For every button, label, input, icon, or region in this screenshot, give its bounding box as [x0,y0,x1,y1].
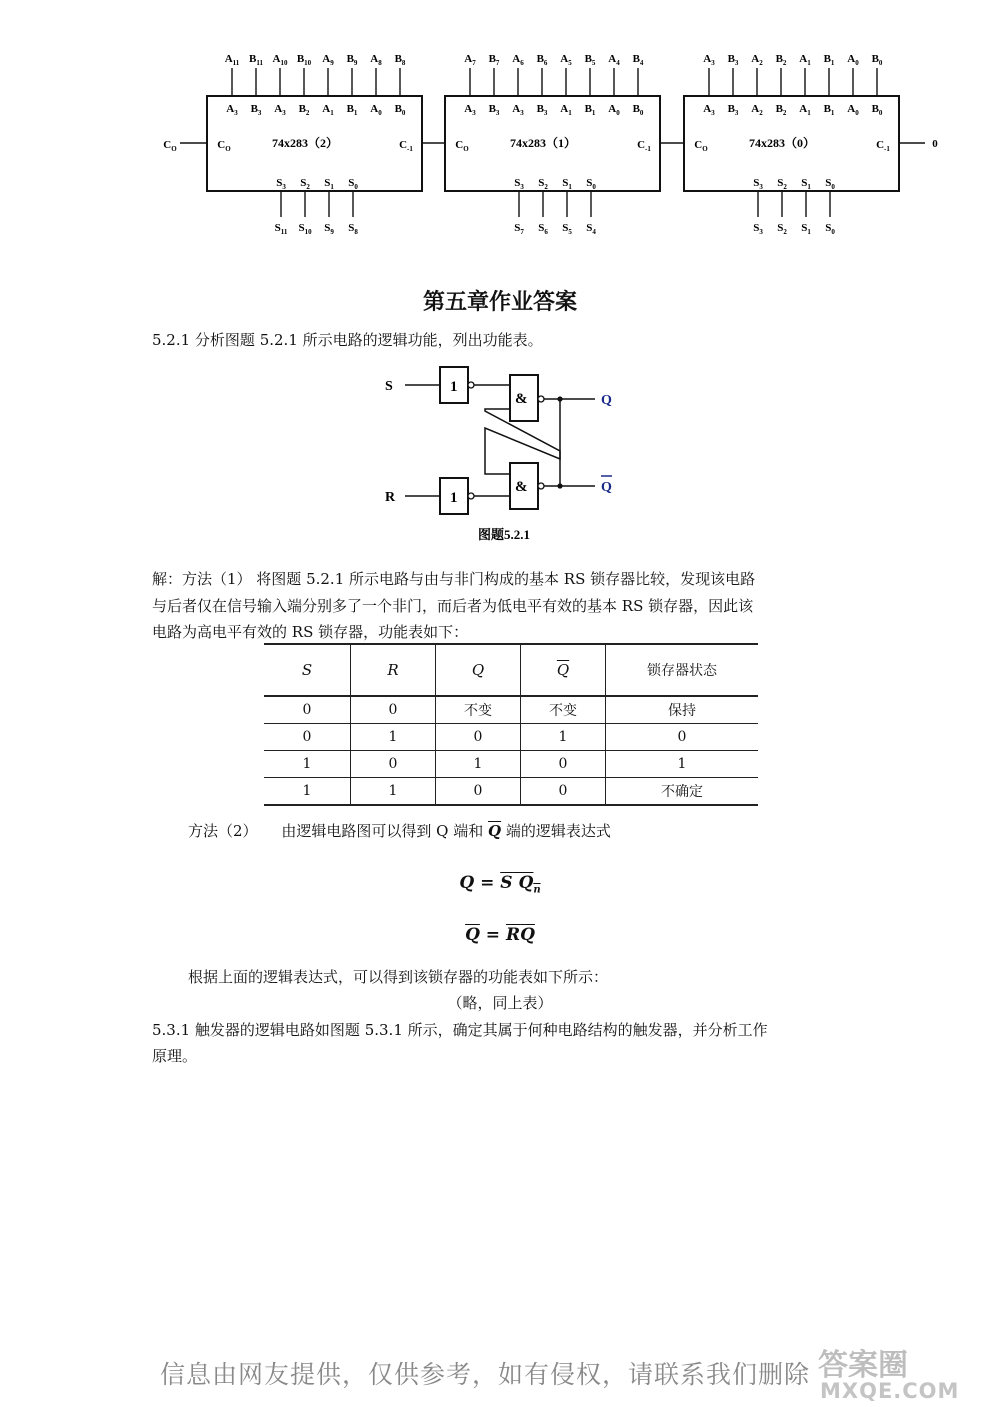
adder-chip-name: 74x283（1） [509,136,577,150]
eq1-qn: Q [518,873,534,893]
adder-pin-label: $B_3$ [488,103,500,117]
table-cell: 0 [521,751,606,778]
adder-sum-output-label: $S_4$ [586,222,596,236]
table-row [264,696,758,724]
method-2-prefix: 方法（2） [188,822,258,840]
adder-chip-name: 74x283（2） [271,136,339,150]
adder-sum-pin-label: $S_3$ [514,177,524,191]
adder-input-label: $A_0$ [847,53,859,67]
adder-sum-output-label: $S_0$ [825,222,835,236]
not-gate-bottom-symbol: 1 [450,490,458,506]
eq2-rhs [506,925,535,945]
header-r: R [351,644,436,696]
adder-co-pin: $C_O$ [455,139,469,153]
table-cell: 0 [521,778,606,806]
adder-sum-pin-label: $S_3$ [276,177,286,191]
table-cell: 0 [351,696,436,724]
adder-pin-label: $A_3$ [274,103,286,117]
adder-input-label: $A_1$ [799,53,811,67]
adder-input-label: $A_8$ [370,53,382,67]
header-s: S [264,644,351,696]
adder-input-label: $B_5$ [584,53,596,67]
adder-chip-name: 74x283（0） [748,136,816,150]
table-cell: 不变 [521,696,606,724]
adder-sum-output-label: $S_3$ [753,222,763,236]
adder-pin-label: $A_3$ [703,103,715,117]
adder-pin-label: $B_0$ [871,103,883,117]
chapter-title: 第五章作业答案 [422,290,577,315]
adder-input-label: $B_{10}$ [296,53,312,67]
not-gate-top-symbol: 1 [450,379,458,395]
adder-chain-diagram [150,40,950,245]
adder-sum-output-label: $S_9$ [324,222,334,236]
table-cell: 0 [436,778,521,806]
question-5-2-1: 5.2.1 分析图题 5.2.1 所示电路的逻辑功能，列出功能表。 [152,331,543,349]
adder-input-label: $A_4$ [608,53,620,67]
watermark-logo-text: 答案圈 [818,1348,908,1383]
adder-pin-label: $A_2$ [751,103,763,117]
adder-cin-pin: $C_{-1}$ [399,139,413,153]
adder-input-label: $B_8$ [394,53,406,67]
method-2-text-b: 端的逻辑表达式 [505,822,611,840]
table-cell: 1 [606,751,759,778]
carry-out-label: $C_O$ [163,139,177,153]
adder-sum-pin-label: $S_0$ [825,177,835,191]
adder-input-label: $A_5$ [560,53,572,67]
header-qbar-text: $\overline{Q}$ [556,661,570,679]
adder-pin-label: $A_0$ [608,103,620,117]
adder-sum-pin-label: $S_2$ [777,177,787,191]
header-state: 锁存器状态 [606,644,759,696]
eq1-s: S [500,873,513,893]
eq1-sub: n [533,884,541,896]
equation-qbar: $\overline{Q}$ = RQ [465,925,535,945]
adder-input-label: $A_{11}$ [224,53,240,67]
adder-cin-pin: $C_{-1}$ [637,139,651,153]
table-cell: 1 [264,751,351,778]
adder-input-label: $A_7$ [464,53,476,67]
table-cell: 0 [264,724,351,751]
adder-pin-label: $A_3$ [226,103,238,117]
question-5-3-1-line-2: 原理。 [152,1047,198,1065]
adder-input-label: $A_6$ [512,53,524,67]
after-eq-line-2: （略，同上表） [447,994,553,1012]
table-row [264,778,758,806]
adder-pin-label: $B_1$ [823,103,835,117]
adder-sum-pin-label: $S_1$ [801,177,811,191]
method-2-line [188,818,868,845]
table-header-row [264,644,758,696]
adder-input-label: $A_2$ [751,53,763,67]
eq2-lhs: $\overline{Q}$ [465,925,480,945]
adder-pin-label: $A_1$ [322,103,334,117]
equation-q: Q = S $Q_n$ [459,873,541,896]
latch-qbar-label: Q [601,480,612,495]
adder-sum-pin-label: $S_0$ [348,177,358,191]
adder-input-label: $A_9$ [322,53,334,67]
adder-pin-label: $B_0$ [632,103,644,117]
adder-pin-label: $B_2$ [298,103,310,117]
table-cell: 0 [606,724,759,751]
table-cell: 保持 [606,696,759,724]
table-cell: 1 [521,724,606,751]
adder-pin-label: $B_0$ [394,103,406,117]
solution-line-3: 电路为高电平有效的 RS 锁存器，功能表如下： [152,623,469,641]
method-2-qbar: $\overline{Q}$ [488,822,502,840]
latch-s-label: S [385,379,393,394]
latch-caption: 图题5.2.1 [478,527,531,542]
eq2-r: R [505,925,521,945]
header-q: Q [436,644,521,696]
adder-sum-pin-label: $S_2$ [300,177,310,191]
adder-co-pin: $C_O$ [694,139,708,153]
adder-input-label: $B_7$ [488,53,500,67]
adder-sum-output-label: $S_8$ [348,222,358,236]
adder-sum-output-label: $S_{10}$ [298,222,312,236]
adder-cin-pin: $C_{-1}$ [876,139,890,153]
adder-pin-label: $A_1$ [560,103,572,117]
adder-input-label: $B_6$ [536,53,548,67]
eq2-q: Q [520,925,535,945]
header-qbar [521,644,606,696]
table-cell: 1 [351,724,436,751]
rs-latch-diagram [375,362,635,547]
adder-input-label: $B_2$ [775,53,787,67]
table-cell: 不确定 [606,778,759,806]
table-row [264,751,758,778]
table-cell: 1 [436,751,521,778]
table-cell: 0 [351,751,436,778]
nand-gate-bottom-symbol: & [515,479,528,495]
adder-pin-label: $A_0$ [370,103,382,117]
adder-pin-label: $B_3$ [250,103,262,117]
adder-pin-label: $B_1$ [584,103,596,117]
adder-input-label: $B_{11}$ [249,53,263,67]
after-eq-line-1: 根据上面的逻辑表达式，可以得到该锁存器的功能表如下所示： [188,968,609,986]
eq1-lhs: Q [459,873,475,893]
method-2-text-a: 由逻辑电路图可以得到 Q 端和 [281,822,484,840]
adder-pin-label: $A_1$ [799,103,811,117]
adder-sum-output-label: $S_7$ [514,222,524,236]
adder-sum-output-label: $S_6$ [538,222,548,236]
adder-sum-pin-label: $S_3$ [753,177,763,191]
solution-line-1: 解：方法（1） 将图题 5.2.1 所示电路与由与非门构成的基本 RS 锁存器比较，发现该电路 [152,570,756,588]
latch-r-label: R [385,490,396,505]
adder-pin-label: $B_1$ [346,103,358,117]
adder-co-pin: $C_O$ [217,139,231,153]
adder-pin-label: $B_2$ [775,103,787,117]
adder-pin-label: $B_3$ [536,103,548,117]
adder-input-label: $A_3$ [703,53,715,67]
adder-sum-output-label: $S_5$ [562,222,572,236]
table-cell: 0 [436,724,521,751]
adder-sum-pin-label: $S_1$ [324,177,334,191]
adder-sum-output-label: $S_2$ [777,222,787,236]
solution-line-2: 与后者仅在信号输入端分别多了一个非门，而后者为低电平有效的基本 RS 锁存器，因此该 [152,597,754,615]
adder-sum-pin-label: $S_1$ [562,177,572,191]
adder-pin-label: $A_3$ [464,103,476,117]
adder-sum-output-label: $S_1$ [801,222,811,236]
table-cell: 不变 [436,696,521,724]
adder-input-label: $B_3$ [727,53,739,67]
adder-pin-label: $B_3$ [727,103,739,117]
adder-input-label: $B_1$ [823,53,835,67]
question-5-3-1-line-1: 5.3.1 触发器的逻辑电路如图题 5.3.1 所示，确定其属于何种电路结构的触发器，并分析工作 [152,1021,768,1039]
adder-pin-label: $A_0$ [847,103,859,117]
table-cell: 1 [351,778,436,806]
adder-sum-pin-label: $S_0$ [586,177,596,191]
table-cell: 1 [264,778,351,806]
adder-pin-label: $A_3$ [512,103,524,117]
adder-input-label: $A_{10}$ [272,53,288,67]
adder-input-label: $B_0$ [871,53,883,67]
adder-sum-pin-label: $S_2$ [538,177,548,191]
adder-input-label: $B_9$ [346,53,358,67]
adder-input-label: $B_4$ [632,53,644,67]
table-cell: 0 [264,696,351,724]
nand-gate-top-symbol: & [515,391,528,407]
latch-q-label: Q [601,393,612,408]
adder-sum-output-label: $S_{11}$ [274,222,288,236]
table-row [264,724,758,751]
carry-in-value: 0 [932,138,938,150]
function-table [264,643,758,806]
footer-disclaimer: 信息由网友提供，仅供参考，如有侵权，请联系我们删除 [160,1360,811,1389]
watermark-site: MXQE.COM [820,1379,960,1403]
